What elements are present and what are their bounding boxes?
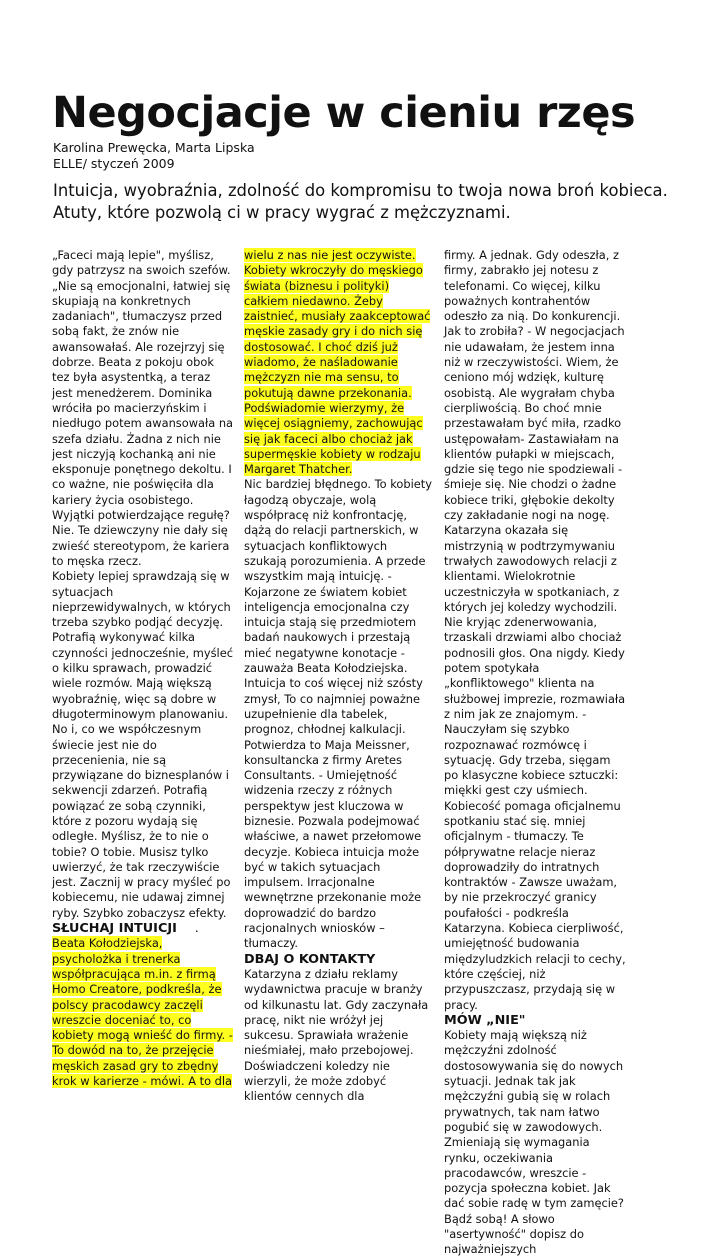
column-2 [244, 248, 432, 1105]
paragraph: Nic bardziej błędnego. To kobiety łagodzą obyczaje, wolą współpracę niż konfrontację, dążą do relacji partnerskich, w sytuacjach konfliktowych szukają porozumienia. A przede wszystkim mają intuicję. - Kojarzone ze światem kobiet inteligencja emocjonalna czy intuicja stają się przedmiotem badań naukowych i przestają mieć negatywne konotacje - zauważa Beata Kołodziejska. Intuicja to coś więcej niż szósty zmysł, To co najmniej poważne uzupełnienie dla tabelek, prognoz, chłodnej kalkulacji. Potwierdza to Maja Meissner, konsultancka z firmy Aretes Consultants. - Umiejętność widzenia rzeczy z różnych perspektyw jest kluczowa w biznesie. Pozwala podejmować właściwe, a nawet przełomowe decyzje. Kobieca intuicja może być w takich sytuacjach impulsem. Irracjonalne wewnętrzne przekonanie może doprowadzić do bardzo racjonalnych wniosków – tłumaczy. [244, 477, 432, 951]
article-lead: Intuicja, wyobraźnia, zdolność do kompromisu to twoja nowa broń kobieca. Atuty, które pozwolą ci w pracy wygrać z mężczyznami. [53, 181, 668, 222]
paragraph: Kobiety lepiej sprawdzają się w sytuacjach nieprzewidywalnych, w których trzeba szybko podjąć decyzję. Potrafią wykonywać kilka czynności jednocześnie, myśleć o kilku sprawach, prowadzić wiele rozmów. Mają większą wyobraźnię, więc są dobre w długoterminowym planowaniu. No i, co we współczesnym świecie jest nie do przecenienia, nie są przywiązane do biznesplanów i sekwencji zdarzeń. Potrafią powiązać ze sobą czynniki, które z pozoru wydają się odległe. Myślisz, że to nie o tobie? O tobie. Musisz tylko uwierzyć, że tak rzeczywiście jest. Zacznij w pracy myśleć po kobiecemu, nie udawaj zimnej ryby. Szybko zobaczysz efekty. [52, 569, 233, 920]
section-heading-nie: MÓW „NIE" [444, 1012, 526, 1028]
paragraph: firmy. A jednak. Gdy odeszła, z firmy, zabrakło jej notesu z telefonami. Co więcej, kilku poważnych kontrahentów odeszło za nią. Do konkurencji. Jak to zrobiła? - W negocjacjach nie udawałam, że jestem inna niż w rzeczywistości. Wiem, że ceniono mój wdzięk, kulturę osobistą. Ale wygrałam chyba cierpliwością. Bo choć mnie przestawałam być miła, rzadko ustępowałam- Zastawiałam na klientów pułapki w miejscach, gdzie się tego nie spodziewali - śmieje się. Nie chodzi o żadne kobiece triki, głębokie dekolty czy zakładanie nogi na nogę. Katarzyna okazała się mistrzynią w podtrzymywaniu trwałych zawodowych relacji z klientami. Wielokrotnie uczestniczyła w spotkaniach, z których jej koledzy wychodzili. Nie kryjąc zdenerwowania, trzaskali drzwiami albo chociaż podnosili głos. Ona nigdy. Kiedy potem spotykała „konfliktowego" klienta na służbowej imprezie, rozmawiała z nim jak ze znajomym. - Nauczyłam się szybko rozpoznawać rozmówcę i sytuację. Gdy trzeba, sięgam po klasyczne kobiece sztuczki: miękki gest czy uśmiech. Kobiecość pomaga oficjalnemu spotkaniu stać się. mniej oficjalnym - tłumaczy. Te półprywatne relacje nieraz doprowadziły do intratnych kontraktów - Zawsze uważam, by nie przekroczyć granicy poufałości - podkreśla Katarzyna. Kobieca cierpliwość, umiejętność budowania międzyludzkich relacji to cechy, które częściej, niż przypuszczasz, przydają się w pracy. [444, 248, 626, 1012]
article-authors: Karolina Prewęcka, Marta Lipska [53, 140, 255, 155]
section-heading-kontakty: DBAJ O KONTAKTY [244, 951, 376, 967]
section-heading-text: SŁUCHAJ INTUICJI [52, 921, 177, 937]
article-title: Negocjacje w cieniu rzęs [52, 88, 636, 138]
highlighted-text: Beata Kołodziejska, psycholożka i trenerka współpracująca m.in. z firmą Homo Creatore, podkreśla, że polscy pracodawcy zaczęli wreszcie doceniać to, co kobiety mogą wnieść do firmy. - To dowód na to, że przejęcie męskich zasad gry to zbędny krok w karierze - mówi. A to dla [52, 936, 233, 1089]
highlighted-text: wielu z nas nie jest oczywiste. Kobiety wkroczyły do męskiego świata (biznesu i polityki) całkiem niedawno. Żeby zaistnieć, musiały zaakceptować męskie zasady gry i do nich się dostosować. I choć dziś już wiadomo, że naśladowanie mężczyzn nie ma sensu, to pokutują dawne przekonania. Podświadomie wierzymy, że więcej osiągniemy, zachowując się jak faceci albo chociaż jak supermęskie kobiety w rodzaju Margaret Thatcher. [244, 248, 431, 477]
highlighted-paragraph [244, 248, 432, 477]
article-source: ELLE/ styczeń 2009 [53, 156, 175, 171]
column-1 [52, 248, 234, 1089]
paragraph: „Faceci mają lepie", myślisz, gdy patrzysz na swoich szefów. „Nie są emocjonalni, łatwiej się skupiają na konkretnych zadaniach", tłumaczysz przed sobą fakt, że znów nie awansowałaś. Ale rozejrzyj się dobrze. Beata z pokoju obok tez była asystentką, a teraz jest menedżerem. Dominika wróciła po macierzyńskim i niedługo potem awansowała na szefa działu. Żadna z nich nie jest niczyją kochanką ani nie eksponuje ponętnego dekoltu. I co ważne, nie poświęciła dla kariery życia osobistego. Wyjątki potwierdzające regułę? Nie. Te dziewczyny nie dały się zwieść stereotypom, że kariera to męska rzecz. [52, 248, 234, 568]
section-heading-mark: . [194, 921, 199, 937]
paragraph: Kobiety mają większą niż mężczyźni zdolność dostosowywania się do nowych sytuacji. Jednak tak jak mężczyźni gubią się w rolach prywatnych, tak nam łatwo pogubić się w zawodowych. Zmieniają się wymagania rynku, oczekiwania pracodawców, wreszcie - pozycja społeczna kobiet. Jak dać sobie radę w tym zamęcie? Bądź sobą! A słowo "asertywność" dopisz do najważniejszych [444, 1028, 624, 1257]
paragraph: Katarzyna z działu reklamy wydawnictwa pracuje w branży od kilkunastu lat. Gdy zaczynała pracę, nikt nie wróżył jej sukcesu. Sprawiała wrażenie nieśmiałej, mało przebojowej. Doświadczeni koledzy nie wierzyli, że może zdobyć klientów cennych dla [244, 966, 429, 1104]
highlighted-paragraph [52, 936, 234, 1089]
section-heading-intuicja [52, 921, 234, 936]
column-3 [444, 248, 628, 1258]
